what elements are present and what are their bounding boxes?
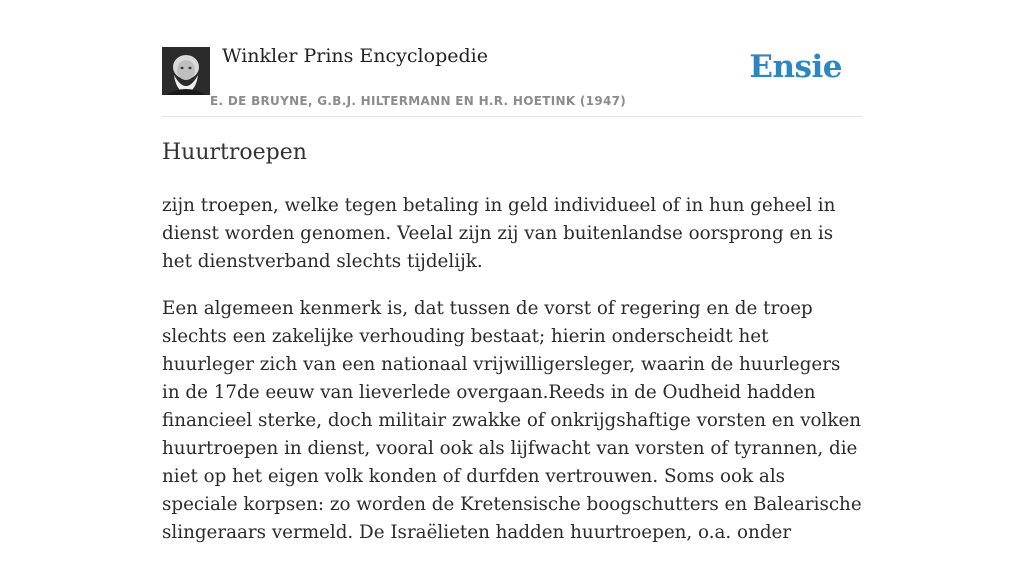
- book-title[interactable]: Winkler Prins Encyclopedie: [222, 45, 488, 67]
- article-paragraph: zijn troepen, welke tegen betaling in geld individueel of in hun geheel in dienst worden genomen. Veelal zijn zij van buitenlandse oorsprong en is het dienstverband slechts tijdelijk.: [162, 195, 836, 272]
- content-container: [162, 0, 862, 543]
- article-paragraph: Een algemeen kenmerk is, dat tussen de vorst of regering en de troep slechts een zakelijke verhouding bestaat; hierin onderscheidt het huurleger zich van een nationaal vrijwilligersleger, waarin de huurlegers in de 17de eeuw van lieverlede overgaan.Reeds in de Oudheid hadden financieel sterke, doch militair zwakke of onkrijgshaftige vorsten en volken huurtroepen in dienst, vooral ook als lijfwacht van vorsten of tyrannen, die niet op het eigen volk konden of durfden vertrouwen. Soms ook als speciale korpsen: zo worden de Kretensische boogschutters en Balearische slingeraars vermeld. De Israëlieten hadden huurtroepen, o.a. onder: [162, 298, 862, 543]
- author-avatar[interactable]: [162, 47, 210, 95]
- article-title: Huurtroepen: [162, 140, 307, 165]
- book-authors: E. DE BRUYNE, G.B.J. HILTERMANN EN H.R. HOETINK (1947): [210, 94, 627, 108]
- portrait-image: [162, 47, 210, 95]
- brand-logo[interactable]: Ensie: [749, 49, 842, 85]
- article-body: [162, 192, 862, 566]
- book-header: [162, 0, 862, 117]
